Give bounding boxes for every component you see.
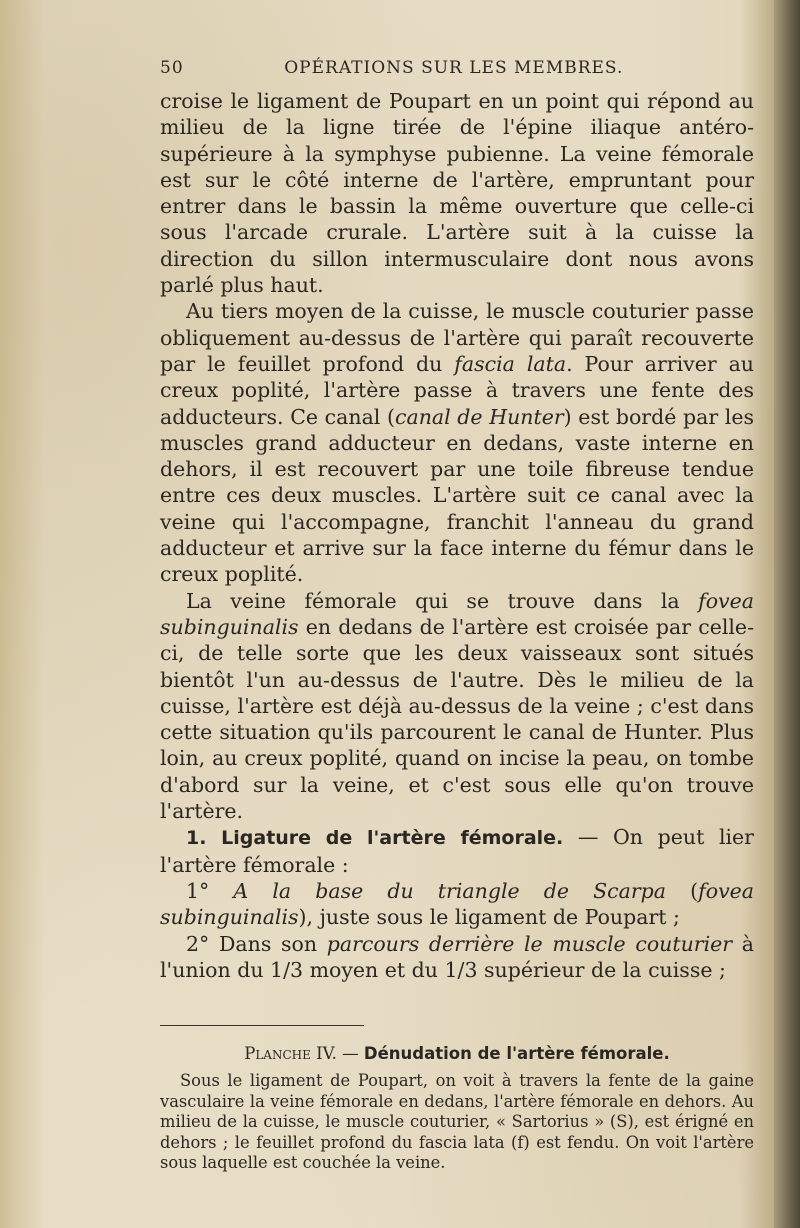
item-1-italic: A la base du triangle de Scarpa [233,878,667,903]
section-heading: 1. Ligature de l'artère fémorale. [186,827,564,850]
planche-label: Planche IV. [244,1044,337,1064]
term-fascia-lata: fascia lata [454,351,567,376]
item-2-number: 2° Dans son [186,931,327,956]
paragraph-5 [160,878,754,931]
term-fovea-subinguinalis: fovea subinguinalis [160,588,754,639]
book-spine-edge [774,0,800,1228]
footnote-divider [160,1025,364,1026]
paragraph-2-text-c: . Pour arriver au creux poplité, l'artère passe à travers une fente des adducteurs. Ce canal ( [160,351,754,429]
item-1-paren: ( [666,878,699,903]
item-2-italic: parcours derrière le muscle couturier [326,931,733,956]
item-2-text: à l'union du 1/3 moyen et du 1/3 supérieur de la cuisse ; [160,931,754,982]
page-content [160,58,754,1174]
paragraph-2 [160,298,754,587]
paragraph-1 [160,88,754,298]
caption-heading: Dénudation de l'artère fémorale. [363,1044,670,1064]
paragraph-1-text: croise le ligament de Poupart en un point qui répond au milieu de la ligne tirée de l'épine iliaque antéro-supérieure à la symphyse pubienne. La veine fémorale est sur le côté interne de l'artère, empruntant pour entrer dans le bassin la même ouverture que celle-ci sous l'arcade crurale. L'artère suit à la cuisse la direction du sillon intermusculaire dont nous avons parlé plus haut. [160,89,754,298]
caption-dash: — [336,1044,364,1064]
paragraph-3 [160,588,754,825]
paragraph-4-text: — On peut lier l'artère fémorale : [160,825,754,877]
caption [160,1071,754,1174]
page-header [160,58,754,88]
paragraph-2-text-a: Au tiers moyen de la cuisse, le muscle couturier passe obliquement au-dessus de l'artère qui paraît recouverte par le feuillet profond du [160,299,754,376]
body-text [160,88,754,983]
item-1-text: ), juste sous le ligament de Poupart ; [298,905,680,930]
paragraph-2-text-e: ) est bordé par les muscles grand adducteur en dedans, vaste interne en dehors, il est recouvert par une toile fibreuse tendue entre ces deux muscles. L'artère suit ce canal avec la veine qui l'accompagne, franchit l'anneau du grand adducteur et arrive sur la face interne du fémur dans le creux poplité. [160,404,754,587]
paragraph-3-text-a: La veine fémorale qui se trouve dans la [186,588,699,613]
caption-title [160,1044,754,1063]
item-1-italic-2: fovea subinguinalis [160,878,755,930]
item-1-number: 1° [186,878,234,903]
paragraph-3-text-c: en dedans de l'artère est croisée par celle-ci, de telle sorte que les deux vaisseaux sont situés bientôt l'un au-dessus de l'autre. Dès le milieu de la cuisse, l'artère est déjà au-dessus de la veine ; c'est dans cette situation qu'ils parcourent le canal de Hunter. Plus loin, au creux poplité, quand on incise la peau, on tombe d'abord sur la veine, et c'est sous elle qu'on trouve l'artère. [160,614,754,824]
page-number: 50 [160,58,184,78]
term-canal-hunter: canal de Hunter [394,404,564,429]
paragraph-4 [160,824,754,878]
running-title: OPÉRATIONS SUR LES MEMBRES. [284,58,624,78]
paragraph-6 [160,931,754,984]
caption-text: Sous le ligament de Poupart, on voit à travers la fente de la gaine vasculaire la veine fémorale en dedans, l'artère fémorale en dehors. Au milieu de la cuisse, le muscle couturier, « Sartorius » (S), est érigné en dehors ; le feuillet profond du fascia lata (f) est fendu. On voit l'artère sous laquelle est couchée la veine. [160,1071,754,1173]
